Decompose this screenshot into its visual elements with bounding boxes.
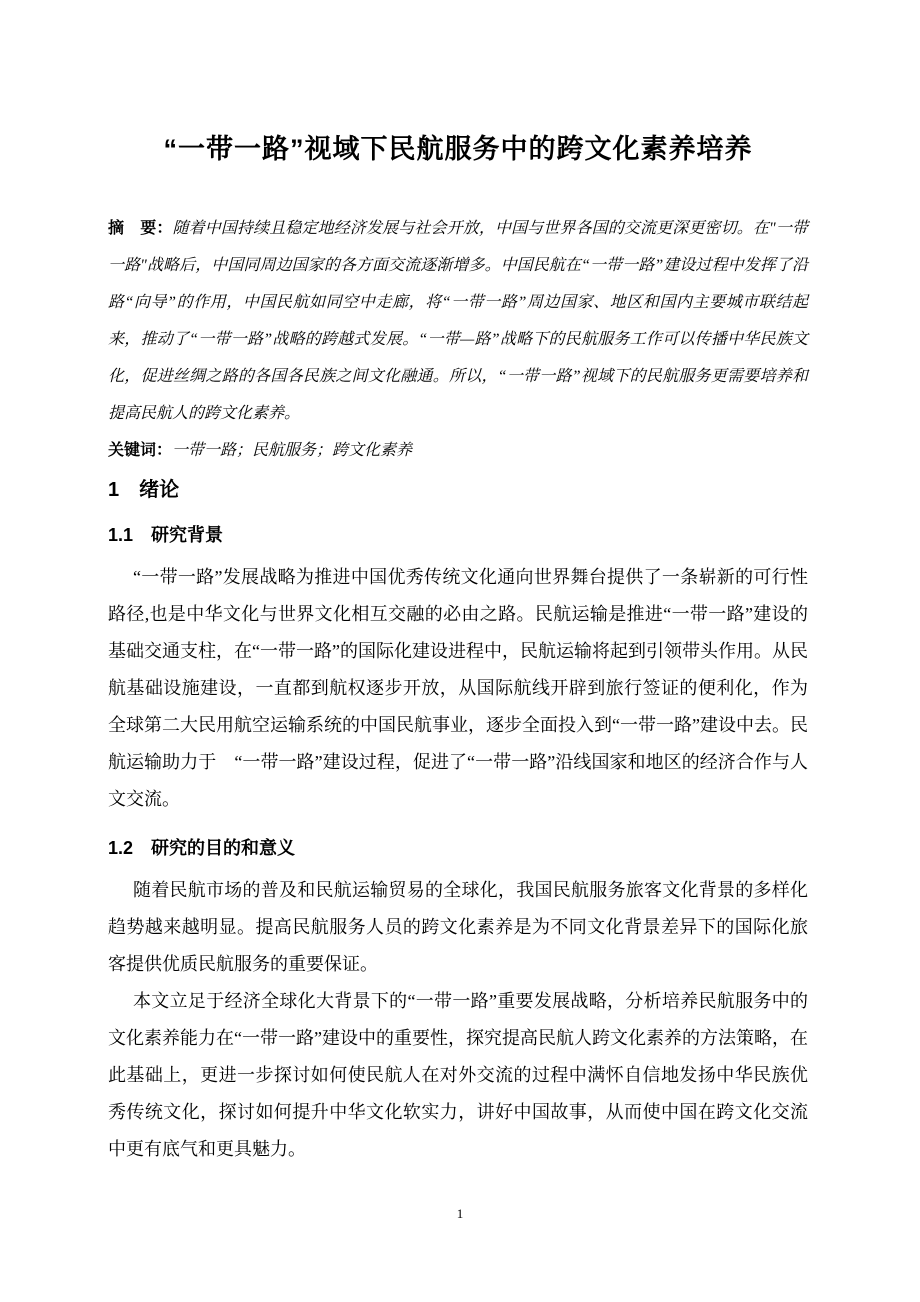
research-background-paragraph: “一带一路”发展战略为推进中国优秀传统文化通向世界舞台提供了一条崭新的可行性路径,也是中华文化与世界文化相互交融的必由之路。民航运输是推进“一带一路”建设的基础交通支柱，在“一带一路”的国际化建设进程中，民航运输将起到引领带头作用。从民航基础设施建设，一直都到航权逐步开放，从国际航线开辟到旅行签证的便利化，作为全球第二大民用航空运输系统的中国民航事业，逐步全面投入到“一带一路”建设中去。民航运输助力于 “一带一路”建设过程，促进了“一带一路”沿线国家和地区的经济合作与人文交流。	[108, 567, 808, 809]
abstract-text: 随着中国持续且稳定地经济发展与社会开放，中国与世界各国的交流更深更密切。在"一带一路"战略后，中国同周边国家的各方面交流逐渐增多。中国民航在“一带一路”建设过程中发挥了沿路“向导”的作用，中国民航如同空中走廊，将“一带一路”周边国家、地区和国内主要城市联结起来，推动了“一带一路”战略的跨越式发展。“一带—路”战略下的民航服务工作可以传播中华民族文化，促进丝绸之路的各国各民族之间文化融通。所以，“一带一路”视域下的民航服务更需要培养和提高民航人的跨文化素养。	[108, 220, 808, 422]
document-title: “一带一路”视域下民航服务中的跨文化素养培养	[163, 134, 753, 164]
keywords-label: 关键词：	[108, 442, 173, 459]
purpose-paragraph-2: 本文立足于经济全球化大背景下的“一带一路”重要发展战略，分析培养民航服务中的文化素养能力在“一带一路”建设中的重要性，探究提高民航人跨文化素养的方法策略，在此基础上，更进一步探讨如何使民航人在对外交流的过程中满怀自信地发扬中华民族优秀传统文化，探讨如何提升中华文化软实力，讲好中国故事，从而使中国在跨文化交流中更有底气和更具魅力。	[108, 991, 808, 1159]
section-heading-research-background: 1.1 研究背景	[108, 525, 224, 545]
section-heading-introduction: 1 绪论	[108, 479, 180, 501]
page-number: 1	[456, 1206, 464, 1221]
abstract-paragraph	[108, 210, 808, 432]
abstract-label: 摘 要：	[108, 220, 173, 237]
section-heading-purpose-significance: 1.2 研究的目的和意义	[108, 838, 296, 858]
purpose-paragraph-1: 随着民航市场的普及和民航运输贸易的全球化，我国民航服务旅客文化背景的多样化趋势越来越明显。提高民航服务人员的跨文化素养是为不同文化背景差异下的国际化旅客提供优质民航服务的重要保证。	[108, 880, 808, 974]
keywords-line	[108, 432, 808, 469]
keywords-text: 一带一路；民航服务；跨文化素养	[172, 442, 413, 459]
